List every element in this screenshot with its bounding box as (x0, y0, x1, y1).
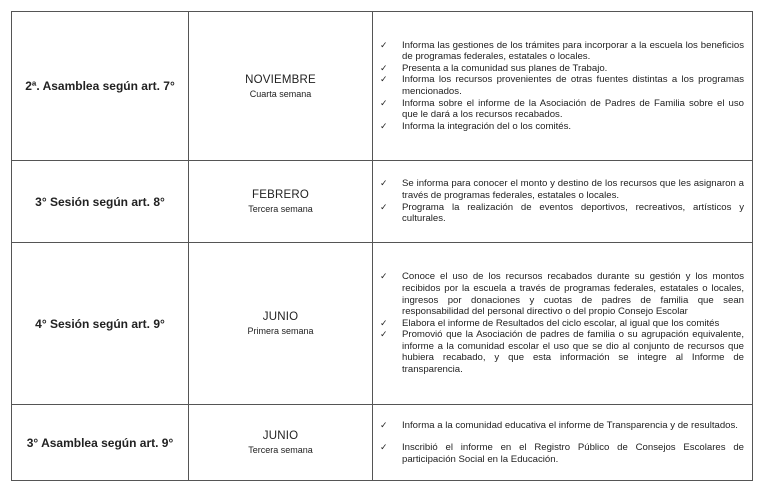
checkmark-icon: ✓ (380, 178, 388, 189)
checkmark-icon: ✓ (380, 442, 388, 453)
checkmark-icon: ✓ (380, 271, 388, 282)
activity-list (373, 271, 752, 375)
week-label: Primera semana (247, 326, 314, 336)
list-item: ✓ Programa la realización de eventos deportivos, recreativos, artísticos y culturales. (380, 201, 744, 225)
checkmark-icon: ✓ (380, 97, 388, 108)
list-item: ✓ Informa los recursos provenientes de otras fuentes distintas a los programas mencionados. (380, 74, 744, 97)
checkmark-icon: ✓ (380, 39, 388, 50)
list-item: ✓ Promovió que la Asociación de padres de familia o su agrupación equivalente, informe a la comunidad escolar el uso que se dio al conjunto de recursos que hubiera recabado, y que esta información se integre al Informe de transparencia. (380, 329, 744, 376)
month-label: JUNIO (262, 311, 299, 323)
table-row (12, 12, 753, 161)
list-item: ✓ Informa la integración del o los comités. (380, 120, 572, 132)
schedule-table (11, 11, 753, 481)
week-label: Cuarta semana (249, 88, 312, 99)
checkmark-icon: ✓ (380, 74, 388, 85)
event-cell: 3° Sesión según art. 8° (12, 161, 189, 243)
month-label: FEBRERO (252, 189, 309, 201)
checkmark-icon: ✓ (380, 317, 388, 328)
date-cell (189, 161, 373, 243)
activity-list (373, 40, 752, 133)
checkmark-icon: ✓ (380, 62, 388, 73)
activities-cell (373, 405, 753, 481)
event-cell: 4° Sesión según art. 9° (12, 243, 189, 405)
activity-list (373, 420, 752, 466)
list-item: ✓ Elabora el informe de Resultados del ciclo escolar, al igual que los comités (380, 317, 720, 329)
event-cell: 2ª. Asamblea según art. 7° (12, 12, 189, 161)
month-label: JUNIO (262, 430, 299, 442)
list-item: ✓ Conoce el uso de los recursos recabados durante su gestión y los montos recibidos por la escuela a través de programas federales, estatales o locales, ingresos por donaciones y cuotas de padres de familia que sean responsabilidad del personal directivo o del propio Consejo Escolar (380, 271, 744, 318)
activities-cell (373, 161, 753, 243)
table-row (12, 405, 753, 481)
list-item: ✓ Presenta a la comunidad sus planes de Trabajo. (380, 62, 608, 74)
table-row (12, 161, 753, 243)
checkmark-icon: ✓ (380, 329, 388, 340)
list-item: ✓ Se informa para conocer el monto y destino de los recursos que les asignaron a través de programas federales, estatales o locales. (380, 178, 744, 201)
date-cell (189, 243, 373, 405)
list-item: ✓ Informa las gestiones de los trámites para incorporar a la escuela los beneficios de programas federales, estatales o locales. (380, 39, 744, 63)
list-item: ✓ Informa sobre el informe de la Asociación de Padres de Familia sobre el uso que le dará a los recursos recabados. (380, 97, 744, 121)
week-label: Tercera semana (248, 445, 313, 455)
checkmark-icon: ✓ (380, 201, 388, 212)
activity-list (373, 178, 752, 224)
week-label: Tercera semana (248, 204, 313, 214)
checkmark-icon: ✓ (380, 419, 388, 430)
list-spacer (402, 431, 744, 442)
date-cell (189, 405, 373, 481)
event-cell: 3° Asamblea según art. 9° (12, 405, 189, 481)
date-cell (189, 12, 373, 161)
activities-cell (373, 243, 753, 405)
checkmark-icon: ✓ (380, 120, 388, 131)
table-row (12, 243, 753, 405)
list-item: ✓ Inscribió el informe en el Registro Público de Consejos Escolares de participación Social en la Educación. (380, 442, 744, 465)
list-item: ✓ Informa a la comunidad educativa el informe de Transparencia y de resultados. (380, 419, 738, 431)
month-label: NOVIEMBRE (245, 73, 316, 86)
activities-cell (373, 12, 753, 161)
